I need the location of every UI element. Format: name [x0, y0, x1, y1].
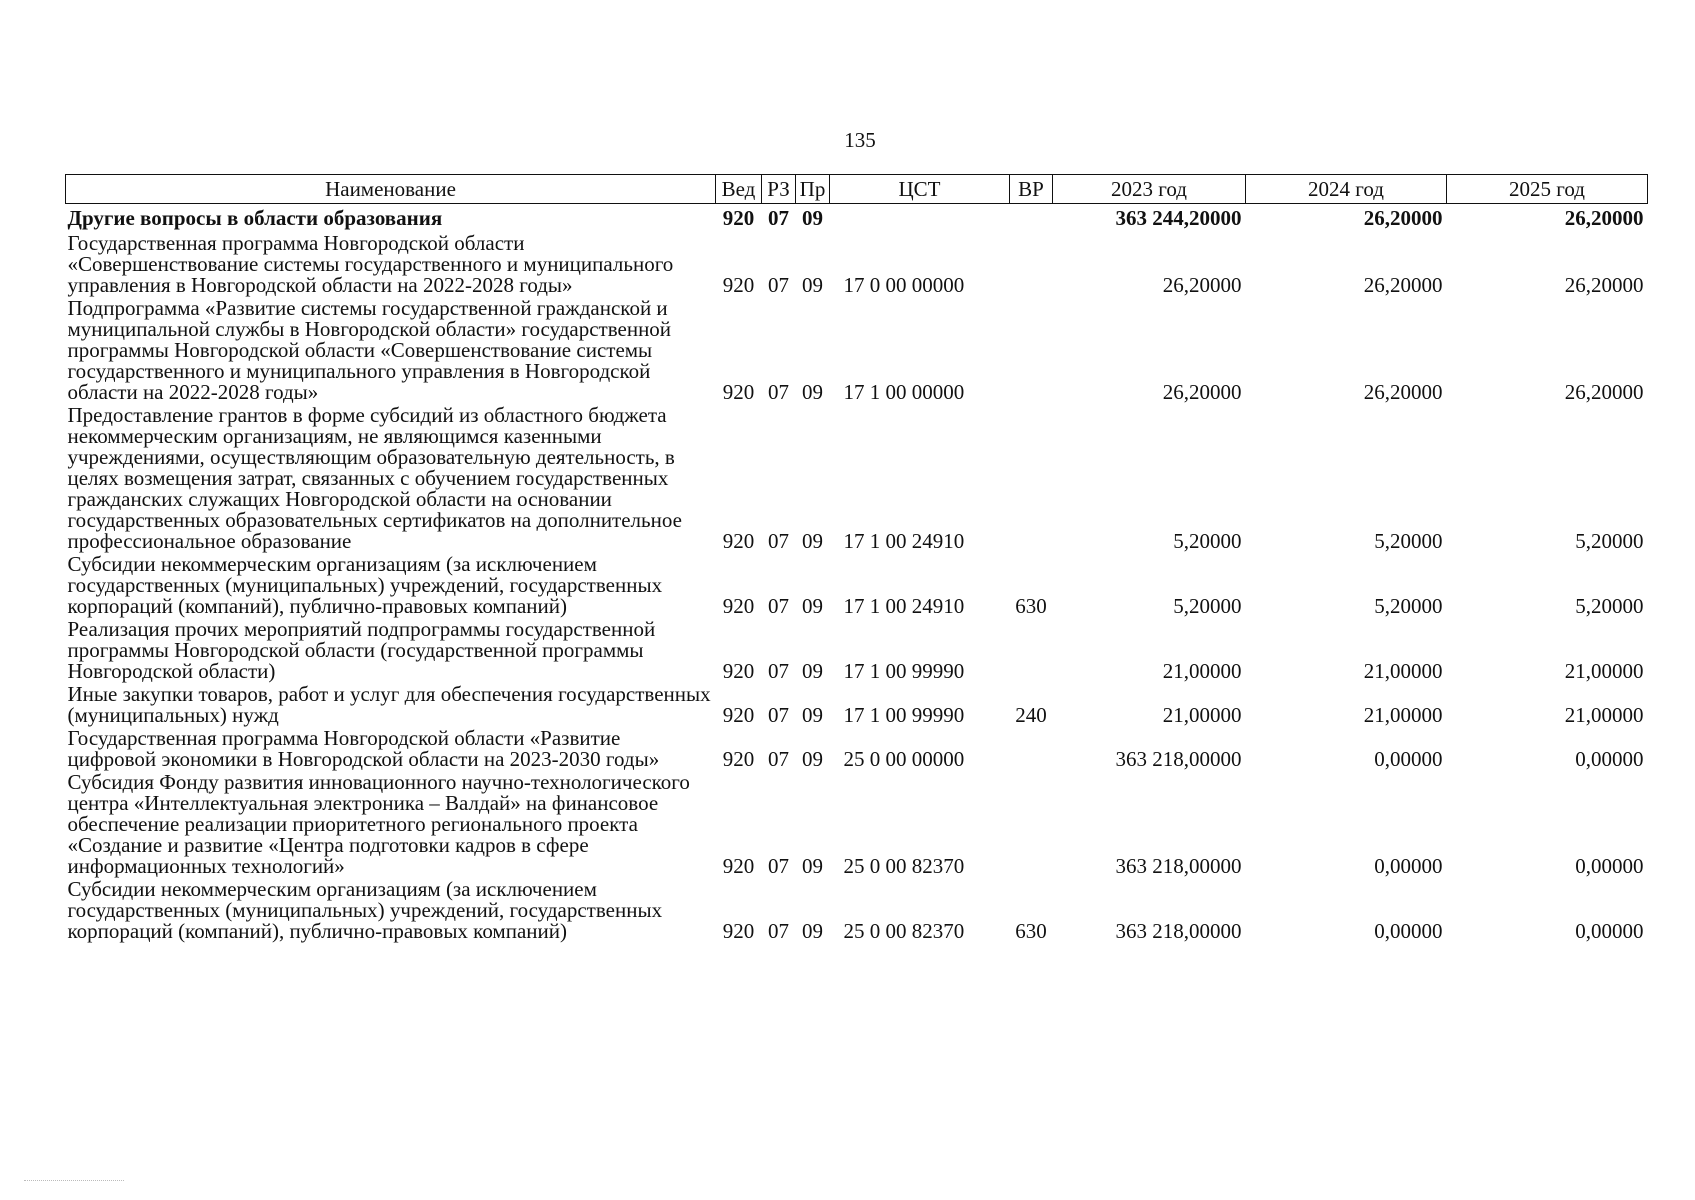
row-cst: 25 0 00 82370 — [843, 854, 965, 878]
scan-margin-mark — [24, 1180, 124, 1182]
row-pr: 09 — [802, 529, 823, 553]
row-name: Субсидии некоммерческим организациям (за исключением государственных (муниципальных) учреждений, государственных корпораций (компаний), публично-правовых компаний) — [67, 552, 663, 618]
row-pr: 09 — [802, 594, 823, 618]
row-rz: 07 — [768, 206, 789, 230]
row-cst: 17 1 00 99990 — [843, 703, 965, 727]
header-2025: 2025 год — [1447, 175, 1648, 204]
row-2024: 0,00000 — [1374, 919, 1443, 943]
row-2025: 5,20000 — [1575, 594, 1644, 618]
row-2025: 21,00000 — [1564, 703, 1644, 727]
row-2025: 5,20000 — [1575, 529, 1644, 553]
table-header-row — [66, 175, 1648, 204]
row-cst: 25 0 00 82370 — [843, 919, 965, 943]
row-rz: 07 — [768, 273, 789, 297]
row-ved: 920 — [722, 703, 755, 727]
row-ved: 920 — [722, 594, 755, 618]
row-rz: 07 — [768, 380, 789, 404]
header-2023: 2023 год — [1053, 175, 1246, 204]
row-name: Предоставление грантов в форме субсидий из областного бюджета некоммерческим организациям, не являющимся казенными учреждениями, осуществляющим образовательную деятельность, в целях возмещения затрат, связанных с обучением государственных гражданских служащих Новгородской области на основании государственных образовательных сертификатов на дополнительное профессиональное образование — [67, 403, 682, 553]
row-rz: 07 — [768, 747, 789, 771]
row-name: Государственная программа Новгородской области «Совершенствование системы государственного и муниципального управления в Новгородской области на 2022-2028 годы» — [67, 231, 674, 297]
header-rz: РЗ — [762, 175, 796, 204]
row-2024: 5,20000 — [1374, 529, 1443, 553]
row-vr — [1010, 403, 1053, 552]
row-vr: 630 — [1015, 594, 1047, 618]
row-ved: 920 — [722, 380, 755, 404]
row-vr — [1010, 726, 1053, 770]
row-2025: 0,00000 — [1575, 747, 1644, 771]
row-pr: 09 — [802, 703, 823, 727]
row-2024: 26,20000 — [1363, 380, 1443, 404]
row-pr: 09 — [802, 206, 823, 230]
row-2023: 363 218,00000 — [1115, 854, 1242, 878]
row-2024: 21,00000 — [1363, 703, 1443, 727]
row-cst — [830, 204, 1010, 232]
row-ved: 920 — [722, 659, 755, 683]
row-pr: 09 — [802, 659, 823, 683]
row-cst: 17 1 00 00000 — [843, 380, 965, 404]
table-row — [66, 682, 1648, 726]
row-rz: 07 — [768, 919, 789, 943]
row-pr: 09 — [802, 380, 823, 404]
row-ved: 920 — [722, 206, 755, 230]
row-2023: 21,00000 — [1162, 703, 1242, 727]
row-ved: 920 — [722, 919, 755, 943]
table-row — [66, 552, 1648, 617]
row-pr: 09 — [802, 919, 823, 943]
row-2024: 0,00000 — [1374, 854, 1443, 878]
row-vr — [1010, 231, 1053, 296]
row-name: Субсидии некоммерческим организациям (за исключением государственных (муниципальных) учреждений, государственных корпораций (компаний), публично-правовых компаний) — [67, 877, 663, 943]
row-2025: 26,20000 — [1564, 273, 1644, 297]
row-2023: 363 218,00000 — [1115, 919, 1242, 943]
header-ved: Вед — [716, 175, 762, 204]
row-2024: 5,20000 — [1374, 594, 1443, 618]
row-pr: 09 — [802, 273, 823, 297]
row-ved: 920 — [722, 854, 755, 878]
row-name: Субсидия Фонду развития инновационного научно-технологического центра «Интеллектуальная электроника – Валдай» на финансовое обеспечение реализации приоритетного регионального проекта «Создание и развитие «Центра подготовки кадров в сфере информационных технологий» — [67, 770, 690, 878]
row-cst: 17 1 00 99990 — [843, 659, 965, 683]
row-vr: 630 — [1015, 919, 1047, 943]
table-row — [66, 726, 1648, 770]
row-2023: 5,20000 — [1173, 529, 1242, 553]
row-rz: 07 — [768, 529, 789, 553]
table-row — [66, 877, 1648, 942]
row-2023: 5,20000 — [1173, 594, 1242, 618]
row-2023: 26,20000 — [1162, 273, 1242, 297]
row-2025: 0,00000 — [1575, 919, 1644, 943]
table-row — [66, 231, 1648, 296]
table-row — [66, 204, 1648, 232]
row-name: Государственная программа Новгородской области «Развитие цифровой экономики в Новгородской области на 2023-2030 годы» — [67, 726, 660, 771]
row-pr: 09 — [802, 747, 823, 771]
row-2025: 0,00000 — [1575, 854, 1644, 878]
row-2024: 21,00000 — [1363, 659, 1443, 683]
header-2024: 2024 год — [1246, 175, 1447, 204]
row-name: Реализация прочих мероприятий подпрограммы государственной программы Новгородской области (государственной программы Новгородской области) — [67, 617, 656, 683]
row-2024: 26,20000 — [1363, 206, 1443, 230]
row-vr — [1010, 617, 1053, 682]
row-pr: 09 — [802, 854, 823, 878]
row-name: Подпрограмма «Развитие системы государственной гражданской и муниципальной службы в Новгородской области» государственной программы Новгородской области «Совершенствование системы государственного и муниципального управления в Новгородской области на 2022-2028 годы» — [67, 296, 672, 404]
row-cst: 25 0 00 00000 — [843, 747, 965, 771]
row-2023: 363 218,00000 — [1115, 747, 1242, 771]
header-name: Наименование — [66, 175, 716, 204]
table-row — [66, 770, 1648, 877]
table-row — [66, 403, 1648, 552]
row-name: Иные закупки товаров, работ и услуг для обеспечения государственных (муниципальных) нужд — [67, 682, 711, 727]
row-rz: 07 — [768, 659, 789, 683]
row-cst: 17 1 00 24910 — [843, 594, 965, 618]
page-number: 135 — [844, 128, 876, 152]
row-2024: 0,00000 — [1374, 747, 1443, 771]
table-row — [66, 617, 1648, 682]
row-rz: 07 — [768, 594, 789, 618]
table-row — [66, 296, 1648, 403]
row-rz: 07 — [768, 703, 789, 727]
row-vr: 240 — [1015, 703, 1047, 727]
row-2023: 21,00000 — [1162, 659, 1242, 683]
row-name: Другие вопросы в области образования — [67, 206, 443, 230]
row-ved: 920 — [722, 747, 755, 771]
budget-table — [65, 174, 1648, 942]
row-ved: 920 — [722, 529, 755, 553]
row-2025: 26,20000 — [1564, 206, 1644, 230]
row-2025: 26,20000 — [1564, 380, 1644, 404]
row-2024: 26,20000 — [1363, 273, 1443, 297]
header-pr: Пр — [796, 175, 830, 204]
row-cst: 17 1 00 24910 — [843, 529, 965, 553]
row-vr — [1010, 204, 1053, 232]
row-2023: 363 244,20000 — [1115, 206, 1242, 230]
row-vr — [1010, 296, 1053, 403]
row-2025: 21,00000 — [1564, 659, 1644, 683]
header-cst: ЦСТ — [830, 175, 1010, 204]
row-2023: 26,20000 — [1162, 380, 1242, 404]
row-vr — [1010, 770, 1053, 877]
row-rz: 07 — [768, 854, 789, 878]
row-cst: 17 0 00 00000 — [843, 273, 965, 297]
header-vr: ВР — [1010, 175, 1053, 204]
row-ved: 920 — [722, 273, 755, 297]
